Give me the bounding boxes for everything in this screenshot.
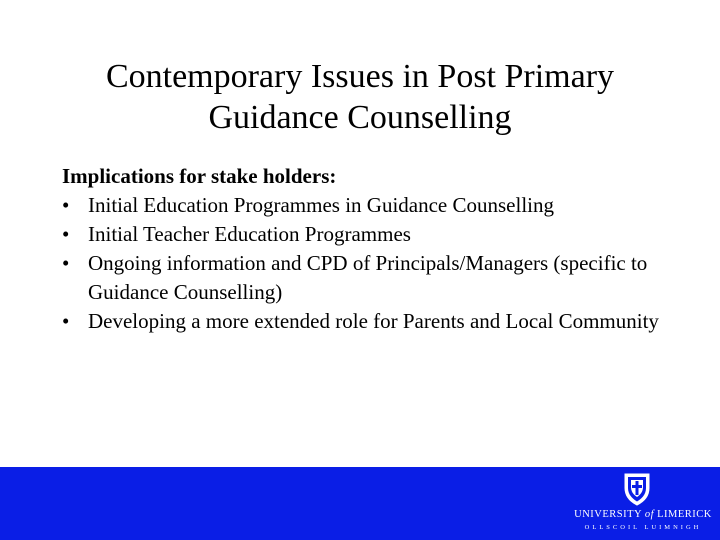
bullet-icon: • — [62, 251, 70, 275]
slide-body — [62, 162, 682, 336]
bullet-text: Initial Teacher Education Programmes — [88, 222, 411, 246]
bullet-text: Initial Education Programmes in Guidance Counselling — [88, 193, 554, 217]
bullet-icon: • — [62, 222, 70, 246]
slide-title-line-2: Guidance Counselling — [208, 99, 512, 136]
bullet-item — [62, 307, 682, 336]
university-name-part-2: LIMERICK — [657, 509, 712, 520]
slide-title — [0, 56, 720, 138]
bullet-icon: • — [62, 193, 70, 217]
bullet-icon: • — [62, 309, 70, 333]
university-irish-name: OLLSCOIL LUIMNIGH — [584, 524, 702, 531]
university-name-of: of — [644, 509, 655, 520]
university-name — [572, 509, 714, 520]
bullet-text: Developing a more extended role for Parents and Local Community — [88, 309, 659, 333]
bullet-list — [62, 191, 682, 336]
university-crest-icon — [622, 472, 652, 506]
university-name-part-1: UNIVERSITY — [574, 509, 642, 520]
bullet-item — [62, 220, 682, 249]
slide-title-line-1: Contemporary Issues in Post Primary — [105, 58, 615, 95]
subheading: Implications for stake holders: — [62, 164, 337, 188]
bullet-item — [62, 249, 682, 307]
university-logo — [572, 472, 714, 536]
bullet-text: Ongoing information and CPD of Principals/Managers (specific to Guidance Counselling) — [88, 251, 648, 304]
bullet-item — [62, 191, 682, 220]
